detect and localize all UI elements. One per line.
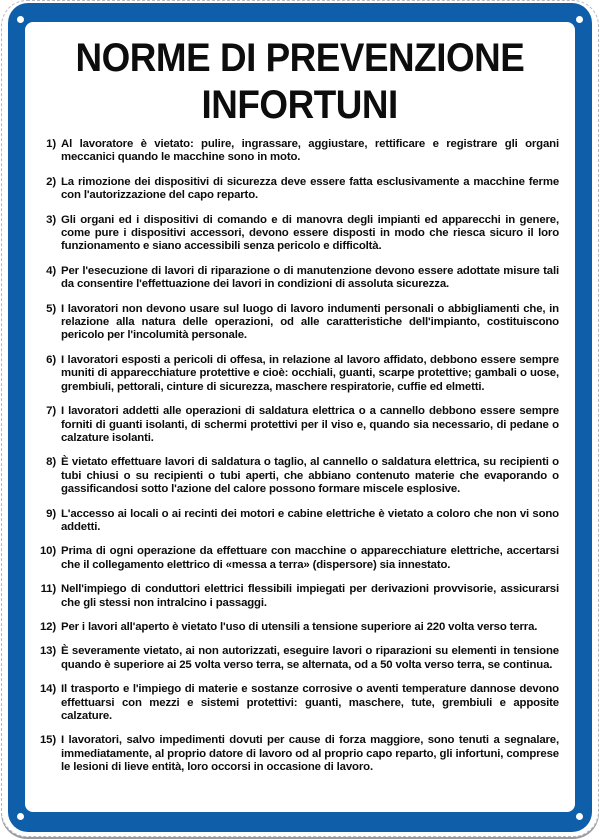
rule-text: I lavoratori esposti a pericoli di offesa, in relazione al lavoro affidato, debbono essere sempre muniti di apparecchiature protettive e cioè: occhiali, guanti, scarpe protettive; gambali o uose, grembiuli, pettorali, cinture di sicurezza, maschere respiratorie, cuffie ed elmetti.	[61, 353, 559, 393]
rule-text: È severamente vietato, ai non autorizzati, eseguire lavori o riparazioni su elementi in tensione quando è superiore ai 25 volta verso terra, se alternata, od a 50 volta verso terra, se continua.	[61, 645, 559, 671]
sign-title	[25, 35, 575, 129]
rule-item	[35, 138, 559, 165]
rule-item	[35, 683, 559, 723]
rule-text: La rimozione dei dispositivi di sicurezza deve essere fatta esclusivamente a macchine ferme con l'autorizzazione del capo reparto.	[61, 175, 559, 202]
blue-frame	[8, 3, 592, 832]
rule-text: I lavoratori addetti alle operazioni di saldatura elettrica o a cannello debbono essere sempre forniti di guanti isolanti, di schermi protettivi per il viso e, quando sia necessario, di pedane o calzature isolanti.	[61, 405, 559, 444]
sign-title-line-2: INFORTUNI	[201, 83, 399, 127]
rule-text: I lavoratori, salvo impedimenti dovuti per cause di forza maggiore, sono tenuti a segnalare, immediatamente, al proprio datore di lavoro od al proprio capo reparto, gli infortuni, comprese le lesioni di lieve entità, loro occorsi in occasione di lavoro.	[61, 734, 559, 774]
rule-text: Al lavoratore è vietato: pulire, ingrassare, aggiustare, rettificare e registrare gli organi meccanici quando le macchine sono in moto.	[61, 138, 559, 164]
rule-item	[35, 303, 559, 343]
rule-number: 3)	[46, 213, 56, 226]
screw-hole-bottom-right	[576, 813, 583, 820]
rule-item	[35, 545, 559, 572]
rule-number: 8)	[46, 456, 56, 469]
rule-number: 11)	[40, 583, 56, 596]
rule-number: 1)	[46, 138, 56, 150]
rule-text: I lavoratori non devono usare sul luogo di lavoro indumenti personali o abbigliamenti che, in relazione alla natura delle operazioni, od alle caratteristiche dell'impianto, costituiscono pericolo per l'incolumità personale.	[61, 302, 559, 342]
rule-number: 13)	[39, 645, 56, 658]
rule-number: 10)	[39, 545, 56, 558]
rule-number: 5)	[46, 302, 56, 315]
rule-item	[35, 176, 559, 203]
rule-item	[35, 734, 559, 774]
rule-item	[35, 214, 559, 254]
rule-item	[35, 405, 559, 445]
rule-text: Il trasporto e l'impiego di materie e sostanze corrosive o aventi temperature dannose devono effettuarsi con mezzi e sistemi protettivi: guanti, maschere, tute, grembiuli e apposite calzature.	[61, 683, 559, 722]
rule-number: 7)	[46, 405, 56, 418]
rule-number: 14)	[39, 683, 56, 696]
rule-item	[35, 583, 559, 610]
rule-item	[35, 354, 559, 394]
rule-text: Per l'esecuzione di lavori di riparazione o di manutenzione devono essere adottate misure tali da consentire l'effettuazione dei lavori in condizioni di assoluta sicurezza.	[61, 264, 559, 291]
rule-item	[35, 645, 559, 672]
sign-plate	[1, 0, 599, 837]
rule-text: L'accesso ai locali o ai recinti dei motori e cabine elettriche è vietato a coloro che non vi sono addetti.	[61, 507, 559, 533]
rule-number: 9)	[46, 507, 56, 520]
rule-number: 2)	[46, 175, 56, 188]
rule-number: 4)	[46, 264, 56, 277]
rule-text: Nell'impiego di conduttori elettrici flessibili impiegati per derivazioni provvisorie, assicurarsi che gli stessi non intralcino i passaggi.	[61, 583, 559, 609]
rule-item	[35, 621, 559, 634]
rule-number: 12)	[39, 620, 56, 633]
rule-number: 15)	[39, 734, 56, 747]
rule-text: Gli organi ed i dispositivi di comando e di manovra degli impianti ed apparecchi in genere, come pure i dispositivi accessori, devono essere disposti in modo che riesca sicuro il loro funzionamento e siano accessibili senza pericolo e difficoltà.	[61, 213, 559, 253]
sign-interior	[25, 22, 575, 812]
rule-item	[35, 265, 559, 292]
screw-hole-top-right	[576, 16, 583, 23]
rule-item	[35, 508, 559, 535]
rule-text: Per i lavori all'aperto è vietato l'uso di utensili a tensione superiore ai 220 volta verso terra.	[61, 620, 538, 633]
rule-item	[35, 456, 559, 496]
rule-text: È vietato effettuare lavori di saldatura o taglio, al cannello o saldatura elettrica, su recipienti o tubi chiusi o su recipienti o tubi aperti, che abbiano contenuto materie che evaporando o gassificandosi sotto l'azione del calore possono formare miscele esplosive.	[61, 456, 559, 496]
sign-title-line-1: NORME DI PREVENZIONE	[75, 36, 525, 80]
rule-text: Prima di ogni operazione da effettuare con macchine o apparecchiature elettriche, accertarsi che il collegamento elettrico di «messa a terra» (dispersore) sia innestato.	[61, 545, 559, 571]
rule-number: 6)	[46, 353, 56, 366]
screw-hole-bottom-left	[17, 813, 24, 820]
screw-hole-top-left	[17, 16, 24, 23]
rules-list	[25, 138, 575, 775]
